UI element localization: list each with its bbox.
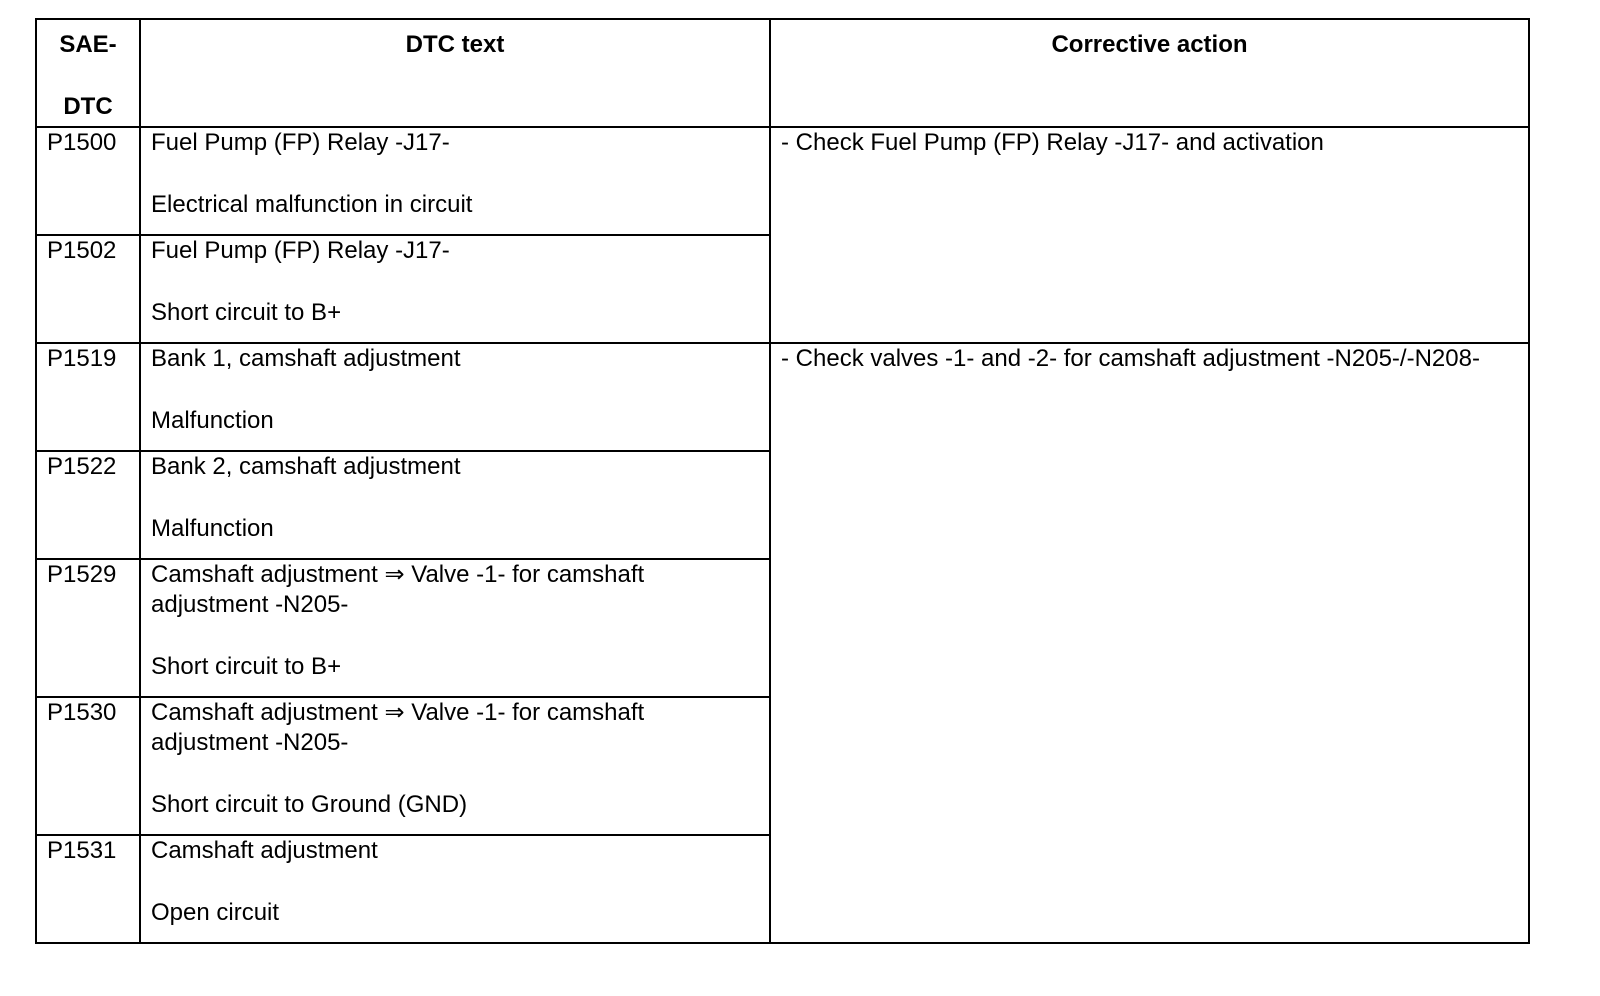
dtc-title: Fuel Pump (FP) Relay -J17- — [151, 129, 450, 156]
dtc-code: P1519 — [36, 343, 140, 451]
dtc-code: P1530 — [36, 697, 140, 835]
dtc-title: Camshaft adjustment ⇒ Valve -1- for camshaft adjustment -N205- — [151, 699, 645, 756]
header-corrective-action: Corrective action — [770, 19, 1529, 127]
corrective-action: - Check valves -1- and -2- for camshaft adjustment -N205-/-N208- — [770, 343, 1529, 943]
dtc-detail: Electrical malfunction in circuit — [151, 191, 473, 218]
dtc-detail: Short circuit to B+ — [151, 299, 342, 326]
dtc-text — [140, 559, 770, 697]
dtc-detail: Short circuit to Ground (GND) — [151, 791, 468, 818]
header-sae-dtc-line2: DTC — [63, 93, 113, 120]
dtc-code: P1522 — [36, 451, 140, 559]
header-sae-dtc — [36, 19, 140, 127]
dtc-code: P1531 — [36, 835, 140, 943]
dtc-code: P1502 — [36, 235, 140, 343]
dtc-title: Camshaft adjustment ⇒ Valve -1- for camshaft adjustment -N205- — [151, 561, 645, 618]
header-dtc-text: DTC text — [140, 19, 770, 127]
dtc-code: P1500 — [36, 127, 140, 235]
header-row — [36, 19, 1529, 127]
header-sae-dtc-line1: SAE- — [59, 31, 117, 58]
dtc-code: P1529 — [36, 559, 140, 697]
dtc-text — [140, 451, 770, 559]
dtc-title: Bank 1, camshaft adjustment — [151, 345, 461, 372]
dtc-title: Bank 2, camshaft adjustment — [151, 453, 461, 480]
dtc-text — [140, 127, 770, 235]
dtc-title: Camshaft adjustment — [151, 837, 378, 864]
table-row — [36, 343, 1529, 451]
dtc-text — [140, 697, 770, 835]
dtc-detail: Malfunction — [151, 407, 274, 434]
dtc-detail: Malfunction — [151, 515, 274, 542]
dtc-title: Fuel Pump (FP) Relay -J17- — [151, 237, 450, 264]
table-row — [36, 127, 1529, 235]
dtc-detail: Open circuit — [151, 899, 280, 926]
dtc-detail: Short circuit to B+ — [151, 653, 342, 680]
corrective-action: - Check Fuel Pump (FP) Relay -J17- and activation — [770, 127, 1529, 343]
dtc-text — [140, 343, 770, 451]
dtc-table — [35, 18, 1530, 944]
dtc-text — [140, 835, 770, 943]
dtc-text — [140, 235, 770, 343]
